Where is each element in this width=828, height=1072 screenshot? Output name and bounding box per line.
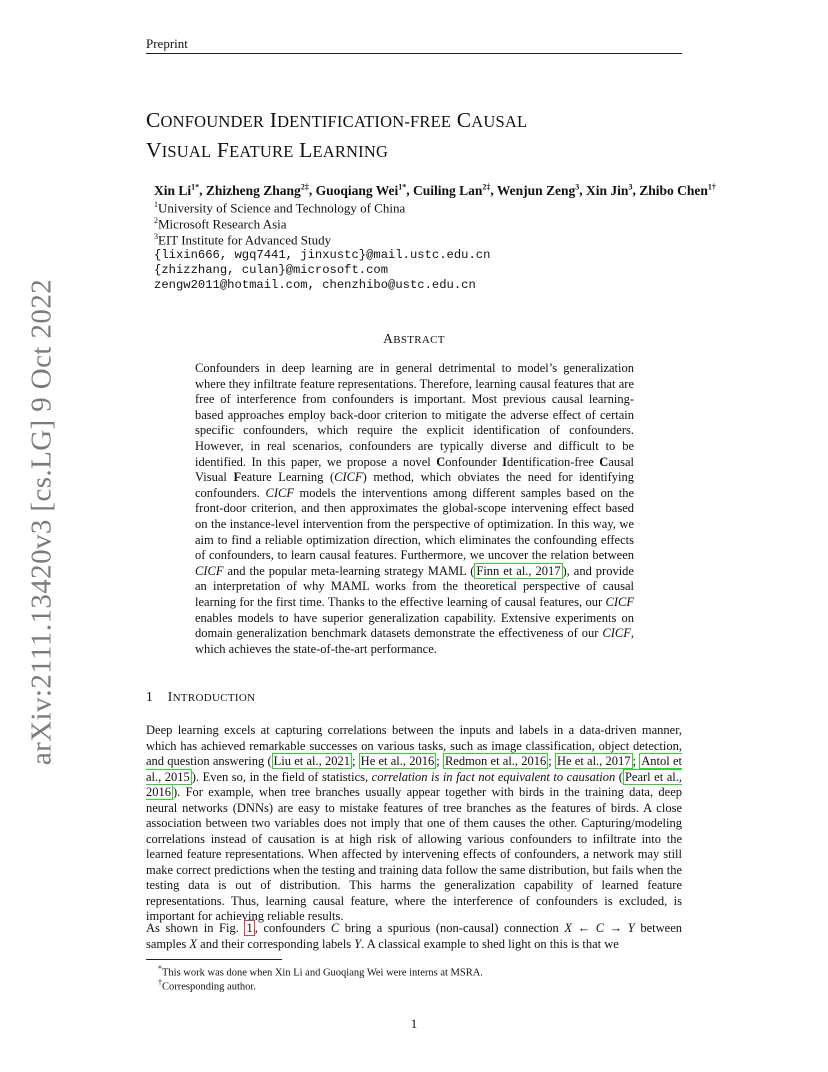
affiliation: $^2$Microsoft Research Asia [154,216,287,232]
title-word-rest: AUSAL [471,112,528,131]
author: Zhibo Chen$^{1\dagger}$ [639,182,716,198]
running-header: Preprint [146,36,188,51]
citation-link[interactable]: Redmon et al., 2016 [444,754,547,768]
section-heading: 1 INTRODUCTION [146,689,256,704]
title-word-rest: EARNING [312,142,389,161]
abstract-heading: ABSTRACT [383,331,445,346]
citation-link[interactable]: Liu et al., 2021 [273,754,350,768]
title-word-rest: EATURE [229,142,294,161]
arxiv-stamp: arXiv:2111.13420v3 [cs.LG] 9 Oct 2022 [25,278,58,766]
citation-link[interactable]: Pearl et al., 2016 [146,769,682,799]
email-line: {lixin666, wgq7441, jinxustc}@mail.ustc.edu.cn [154,248,491,262]
author: Cuiling Lan$^{2\ddagger}$ [412,182,491,198]
citation-link[interactable]: He et al., 2017 [556,754,631,768]
abstract-body: Confounders in deep learning are in general detrimental to model’s generalization where they infiltrate feature representations. Therefore, learning causal features that are free of interference from confounders is important. Most previous causal learning-based approaches employ back-door criterion to mitigate the adverse effect of certain specific confounders, which require the explicit identification of confounders. However, in real scenarios, confounders are typically diverse and difficult to be identified. In this paper, we propose a novel Confounder Identification-free Causal Visual Feature Learning (CICF) method, which obviates the need for identifying confounders. CICF models the interventions among different samples based on the front-door criterion, and then approximates the global-scope intervening effect based on the instance-level intervention from the perspective of optimization. In this way, we aim to find a reliable optimization direction, which eliminates the confounding effects of confounders, to learn causal features. Furthermore, we uncover the relation between CICF and the popular meta-learning strategy MAML ( Finn et al., 2017 ), and provide an interpretation of why MAML works from the theoretical perspective of causal learning for the first time. Thanks to the effective learning of causal features, our CICF enables models to have superior generalization capability. Extensive experiments on domain generalization benchmark datasets demonstrate the effectiveness of our CICF, which achieves the state-of-the-art performance. [195,361,635,656]
page-number: 1 [410,1016,418,1031]
title-word-rest: DENTIFICATION [277,112,405,131]
author: Xin Jin$^3$ [586,182,633,198]
footnote-rule [146,959,282,960]
intro-paragraph: As shown in Fig. 1 , confounders C bring a spurious (non-causal) connection X ← C → Y between samples X and their corresponding labels Y. A classical example to shed light on this is that we [146,921,682,951]
title-word-rest: ONFOUNDER [160,112,265,131]
citation-link[interactable]: He et al., 2016 [360,754,435,768]
figure-link[interactable]: 1 [246,921,253,935]
intro-paragraph: Deep learning excels at capturing correlations between the inputs and labels in a data-driven manner, which has achieved remarkable successes on various tasks, such as image classification, object detection, and question answering ( Liu et al., 2021 ; He et al., 2016 ; Redmon et al., 2016 ; He et al., 2017 ; Antol et al., 2015 ). Even so, in the field of statistics, correlation is in fact not equivalent to causation ( Pearl et al., 2016 ). For example, when tree branches usually appear together with birds in the training data, deep neural networks (DNNs) are easy to mistake features of tree branches as the features of birds. A close association between two variables does not imply that one of them causes the other. Capturing/modeling correlations instead of causation is at high risk of allowing various confounders to infiltrate into the learned feature representations. When affected by intervening effects of confounders, a network may still make correct predictions when the testing and training data follow the same distribution, but fails when the testing data is out of distribution. This harms the generalization capability of learned feature representations. Thus, learning causal feature, where the interference of confounders is excluded, is important for achieving reliable results. [146,723,682,923]
footnote: *This work was done when Xin Li and Guoqiang Wei were interns at MSRA. [158,964,483,979]
author: Guoqiang Wei$^{1*}$ [315,182,407,198]
author: Wenjun Zeng$^3$ [496,182,580,198]
title-word-rest: -FREE [404,112,452,131]
email-line: zengw2011@hotmail.com, chenzhibo@ustc.edu.cn [154,278,476,292]
affiliation: $^3$EIT Institute for Advanced Study [154,232,332,248]
title-line-2 [146,136,527,166]
citation-link[interactable]: Antol et al., 2015 [146,754,682,784]
footnote: †Corresponding author. [158,978,256,993]
title-word-rest: ISUAL [161,142,212,161]
title-word-cap: I [269,108,278,132]
citation-link[interactable]: Finn et al., 2017 [476,563,561,578]
title-line-1 [146,106,527,136]
title-word-cap: F [216,138,230,162]
author: Xin $Li^{1*}$ [154,182,200,198]
title-word-cap: L [299,138,313,162]
title-word-cap: C [146,108,161,132]
header-rule [146,53,682,54]
email-line: {zhizzhang, culan}@microsoft.com [154,263,389,277]
author-list: Xin $Li^{1*}$, Zhizheng Zhang$^{2\ddagger}$, Guoqiang Wei$^{1*}$, Cuiling Lan$^{2\ddagger}$, Wenjun Zeng$^3$, Xin Jin$^3$, Zhibo Chen$^{1\dagger}$ [154,182,716,198]
author: Zhizheng Zhang$^{2\ddagger}$ [205,182,309,198]
paper-title [146,106,527,166]
affiliation: $^1$University of Science and Technology of China [154,200,406,216]
title-word-cap: C [456,108,472,132]
title-word-cap: V [146,138,162,162]
